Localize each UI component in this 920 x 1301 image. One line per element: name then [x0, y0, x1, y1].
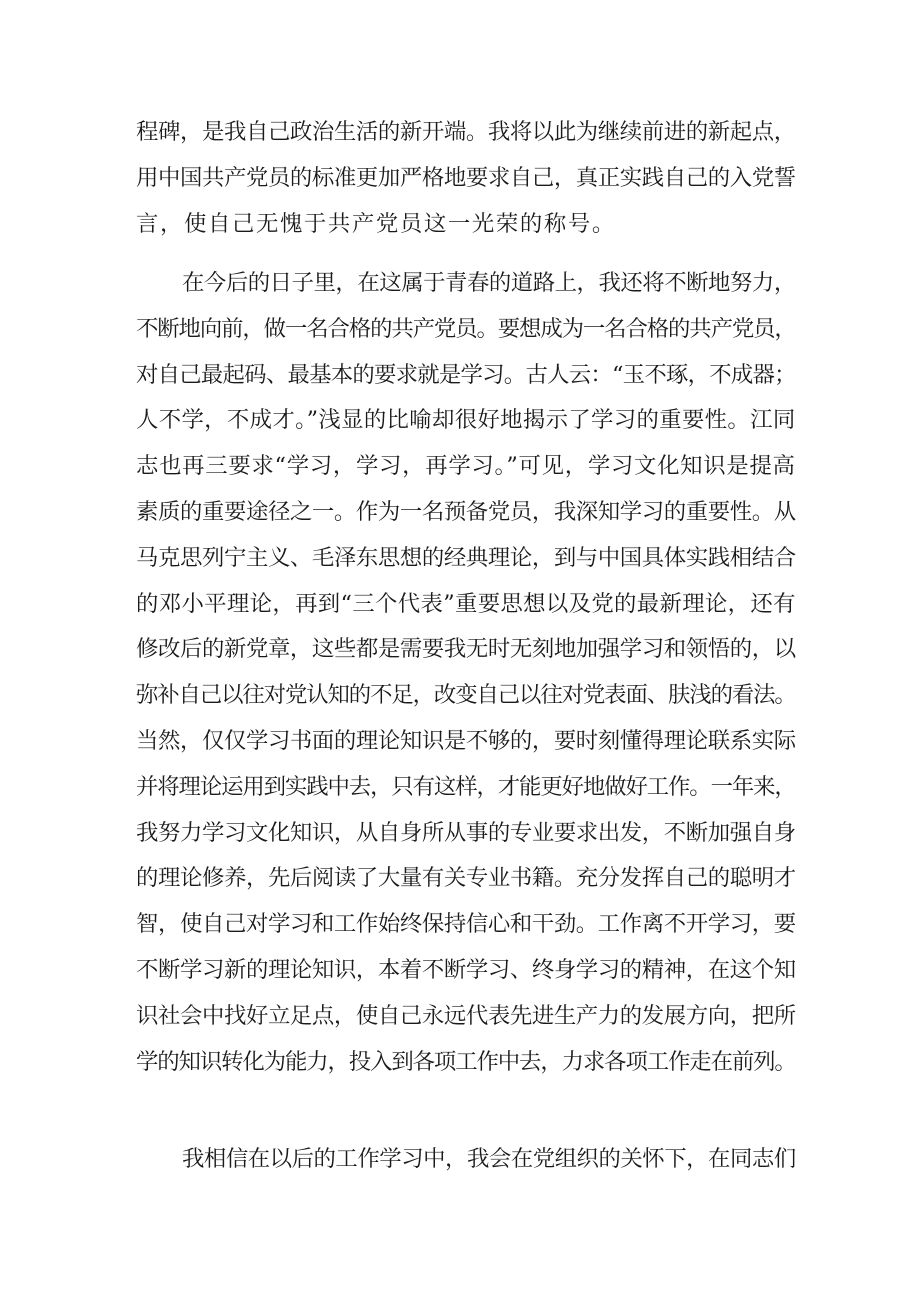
text-line: 不断学习新的理论知识，本着不断学习、终身学习的精神，在这个知: [136, 956, 796, 983]
text-line: 我相信在以后的工作学习中，我会在党组织的关怀下，在同志们: [182, 1146, 796, 1172]
text-line: 修改后的新党章，这些都是需要我无时无刻地加强学习和领悟的，以: [136, 636, 796, 663]
text-line: 志也再三要求“学习，学习，再学习。”可见，学习文化知识是提高: [136, 453, 796, 480]
text-line: 智，使自己对学习和工作始终保持信心和干劲。工作离不开学习，要: [136, 911, 796, 938]
text-line: 的理论修养，先后阅读了大量有关专业书籍。充分发挥自己的聪明才: [136, 865, 796, 892]
text-line: 人不学，不成才。”浅显的比喻却很好地揭示了学习的重要性。江同: [136, 407, 796, 434]
text-line: 当然，仅仅学习书面的理论知识是不够的，要时刻懂得理论联系实际: [136, 727, 796, 754]
text-line: 识社会中找好立足点，使自己永远代表先进生产力的发展方向，把所: [136, 1002, 796, 1029]
text-line: 言，使自己无愧于共产党员这一光荣的称号。: [136, 210, 616, 237]
text-line: 我努力学习文化知识，从自身所从事的专业要求出发，不断加强自身: [136, 819, 796, 846]
text-line: 马克思列宁主义、毛泽东思想的经典理论，到与中国具体实践相结合: [136, 544, 796, 571]
text-line: 对自己最起码、最基本的要求就是学习。古人云：“玉不琢，不成器；: [136, 361, 796, 388]
text-line: 学的知识转化为能力，投入到各项工作中去，力求各项工作走在前列。: [136, 1048, 796, 1075]
text-line: 用中国共产党员的标准更加严格地要求自己，真正实践自己的入党誓: [136, 164, 796, 191]
text-line: 弥补自己以往对党认知的不足，改变自己以往对党表面、肤浅的看法。: [136, 682, 796, 709]
text-line: 的邓小平理论，再到“三个代表”重要思想以及党的最新理论，还有: [136, 590, 796, 617]
text-line: 在今后的日子里，在这属于青春的道路上，我还将不断地努力，: [182, 270, 796, 296]
text-line: 素质的重要途径之一。作为一名预备党员，我深知学习的重要性。从: [136, 498, 796, 525]
text-line: 不断地向前，做一名合格的共产党员。要想成为一名合格的共产党员，: [136, 315, 796, 342]
text-line: 并将理论运用到实践中去，只有这样，才能更好地做好工作。一年来，: [136, 773, 796, 800]
paragraph-1: [136, 110, 796, 247]
paragraph-2: [136, 261, 796, 1085]
paragraph-3: [136, 1137, 796, 1183]
text-line: 程碑，是我自己政治生活的新开端。我将以此为继续前进的新起点，: [136, 119, 796, 145]
